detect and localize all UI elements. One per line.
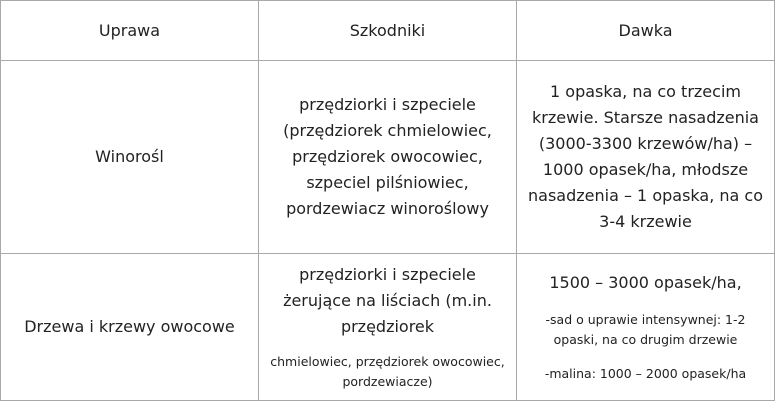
header-pests: Szkodniki (259, 1, 517, 61)
cell-crop: Drzewa i krzewy owocowe (1, 254, 259, 401)
table-row (1, 61, 775, 254)
cell-crop: Winorośl (1, 61, 259, 254)
cell-pests (259, 254, 517, 401)
cell-dose: 1 opaska, na co trzecim krzewie. Starsze nasadzenia (3000-3300 krzewów/ha) – 1000 opasek/ha, młodsze nasadzenia – 1 opaska, na co 3-4 krzewie (517, 61, 775, 254)
table-row (1, 254, 775, 401)
table-header-row (1, 1, 775, 61)
header-crop: Uprawa (1, 1, 259, 61)
cell-dose (517, 254, 775, 401)
dose-main-text: 1500 – 3000 opasek/ha, (549, 273, 742, 292)
pests-sub-text: chmielowiec, przędziorek owocowiec, pordzewiacze) (270, 354, 505, 389)
cell-pests: przędziorki i szpeciele (przędziorek chmielowiec, przędziorek owocowiec, szpeciel pilśniowiec, pordzewiacz winoroślowy (259, 61, 517, 254)
dose-sub-raspberry: -malina: 1000 – 2000 opasek/ha (544, 366, 747, 381)
header-dose: Dawka (517, 1, 775, 61)
pests-main-text: przędziorki i szpeciele żerujące na liściach (m.in. przędziorek (283, 265, 492, 336)
dose-sub-intensive: -sad o uprawie intensywnej: 1-2 opaski, na co drugim drzewie (545, 312, 746, 347)
